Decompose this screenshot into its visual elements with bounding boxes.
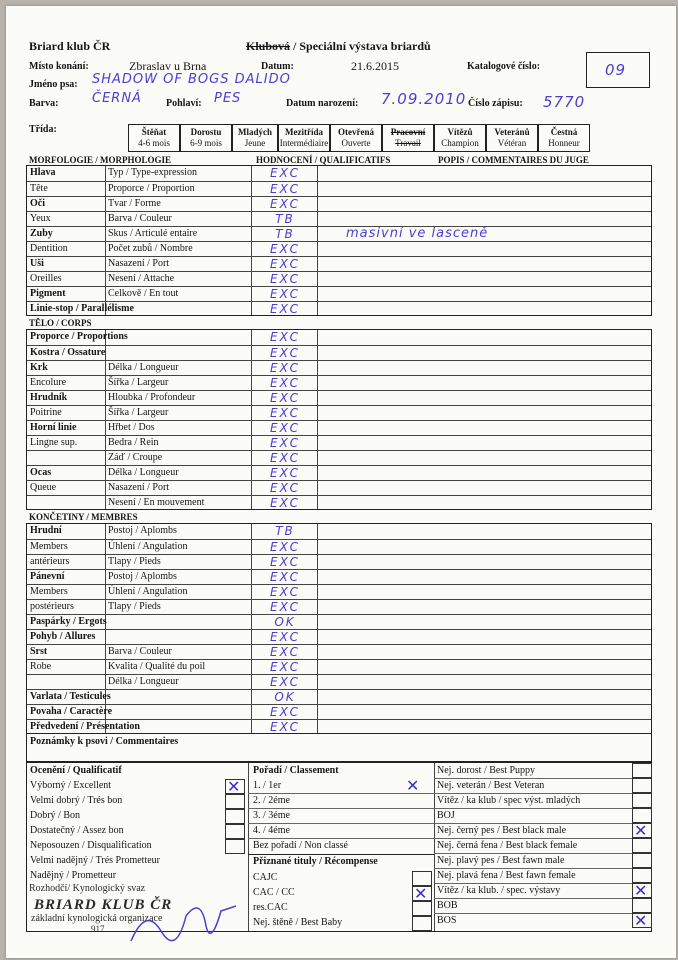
qual-checkbox[interactable]	[225, 839, 245, 854]
row-criterion: Postoj / Aplombs	[108, 571, 177, 582]
row-grade: EXC	[270, 660, 300, 674]
row-label: Hrudní	[30, 525, 62, 536]
judge-comment: masivní ve lasceně	[346, 226, 489, 241]
row-label: Pohyb / Allures	[30, 631, 96, 642]
row-criterion: Nesení / Attache	[108, 273, 175, 284]
birth-value: 7.09.2010	[381, 90, 467, 108]
dog-name: SHADOW OF BOGS DALIDO	[92, 72, 291, 87]
class-name: Čestná	[550, 127, 578, 137]
colour-label: Barva:	[29, 98, 59, 109]
row-criterion: Počet zubů / Nombre	[108, 243, 193, 254]
placing-heading: Pořadí / Classement	[253, 765, 339, 776]
best-checkbox[interactable]	[632, 793, 652, 808]
birth-label: Datum narození:	[286, 98, 359, 109]
best-mark: ✕	[634, 821, 648, 840]
best-item: Nej. plavý pes / Best fawn male	[437, 855, 565, 866]
qual-item: Dobrý / Bon	[30, 810, 80, 821]
class-option-4[interactable]	[330, 124, 382, 152]
catalog-number: 09	[605, 61, 627, 79]
best-item: Nej. plavá fena / Best fawn female	[437, 870, 576, 881]
row-criterion: Tlapy / Pieds	[108, 601, 161, 612]
row-label: Robe	[30, 661, 52, 672]
placing-item: 1. / 1er	[253, 780, 282, 791]
row-label: Krk	[30, 362, 48, 373]
best-mark: ✕	[634, 911, 648, 930]
title-item: res.CAC	[253, 902, 288, 913]
title-item: Nej. štěně / Best Baby	[253, 917, 343, 928]
row-label: Yeux	[30, 213, 51, 224]
catalog-box	[586, 52, 650, 88]
best-item: Nej. černá fena / Best black female	[437, 840, 578, 851]
qualif-heading: HODNOCENÍ / QUALIFICATIFS	[256, 155, 391, 165]
qual-checkbox[interactable]	[225, 824, 245, 839]
class-name: Otevřená	[338, 127, 374, 137]
catalog-label: Katalogové číslo:	[467, 61, 541, 72]
row-criterion: Délka / Longueur	[108, 676, 179, 687]
class-name: Veteránů	[494, 127, 530, 137]
row-criterion: Proporce / Proportion	[108, 183, 195, 194]
table-row	[27, 301, 651, 316]
body-table	[26, 329, 652, 510]
row-label: Pigment	[30, 288, 66, 299]
row-label: Oči	[30, 198, 45, 209]
notes-box	[26, 733, 652, 762]
title-item: CAJC	[253, 872, 278, 883]
row-criterion: Celkově / En tout	[108, 288, 179, 299]
class-range: Jeune	[244, 138, 266, 148]
table-row	[27, 524, 651, 539]
limbs-table	[26, 523, 652, 734]
class-option-3[interactable]	[278, 124, 330, 152]
row-criterion: Tlapy / Pieds	[108, 556, 161, 567]
row-criterion: Tvar / Forme	[108, 198, 161, 209]
row-criterion: Šířka / Largeur	[108, 377, 169, 388]
table-row	[27, 196, 651, 211]
row-grade: EXC	[270, 600, 300, 614]
table-row	[27, 420, 651, 435]
row-criterion: Úhlení / Angulation	[108, 586, 188, 597]
row-label: Hlava	[30, 167, 56, 178]
class-option-1[interactable]	[180, 124, 232, 152]
row-criterion: Postoj / Aplombs	[108, 525, 177, 536]
sex-label: Pohlaví:	[166, 98, 202, 109]
row-grade: EXC	[270, 481, 300, 495]
stamp-number: 917	[91, 924, 105, 934]
table-row	[27, 375, 651, 390]
class-range: Travail	[395, 138, 421, 148]
best-item: Vítěz / ka klub. / spec. výstavy	[437, 885, 561, 896]
row-label: Kostra / Ossature	[30, 347, 106, 358]
best-item: BOS	[437, 915, 457, 926]
row-label: Lingne sup.	[30, 437, 78, 448]
class-name: Vítězů	[447, 127, 473, 137]
row-criterion: Záď / Croupe	[108, 452, 163, 463]
row-grade: EXC	[270, 272, 300, 286]
row-grade: TB	[275, 227, 295, 241]
row-grade: TB	[275, 212, 295, 226]
table-row	[27, 584, 651, 599]
class-name: Dorostu	[190, 127, 222, 137]
dog-name-label: Jméno psa:	[29, 79, 78, 90]
best-checkbox[interactable]	[632, 763, 652, 778]
titles-heading: Přiznané tituly / Récompense	[253, 856, 378, 867]
date-value: 21.6.2015	[351, 59, 399, 73]
row-grade: EXC	[270, 376, 300, 390]
row-label: Varlata / Testicules	[30, 691, 111, 702]
table-row	[27, 465, 651, 480]
row-label: Members	[30, 586, 68, 597]
row-grade: EXC	[270, 675, 300, 689]
best-item: Nej. veterán / Best Veteran	[437, 780, 545, 791]
row-grade: EXC	[270, 570, 300, 584]
class-name: Pracovní	[390, 127, 426, 137]
table-row	[27, 345, 651, 360]
class-range: Ouverte	[341, 138, 371, 148]
best-item: Nej. dorost / Best Puppy	[437, 765, 536, 776]
best-item: Vítěz / ka klub / spec výst. mladých	[437, 795, 581, 806]
sheet-title: Klubová / Speciální výstava briardů	[246, 39, 431, 53]
row-grade: EXC	[270, 242, 300, 256]
table-row	[27, 614, 651, 629]
best-mark: ✕	[634, 881, 648, 900]
cac-mark: ✕	[414, 884, 428, 903]
best-item: Nej. černý pes / Best black male	[437, 825, 567, 836]
table-row	[27, 704, 651, 719]
row-grade: EXC	[270, 257, 300, 271]
row-grade: EXC	[270, 436, 300, 450]
place-value: Zbraslav u Brna	[129, 59, 207, 73]
judge-signature	[126, 886, 246, 956]
row-grade: EXC	[270, 302, 300, 316]
row-criterion: Hřbet / Dos	[108, 422, 155, 433]
row-criterion: Nesení / En mouvement	[108, 497, 205, 508]
table-row	[27, 330, 651, 345]
best-checkbox[interactable]	[632, 853, 652, 868]
row-grade: EXC	[270, 166, 300, 180]
qual-item: Dostatečný / Assez bon	[30, 825, 124, 836]
qual-item: Neposouzen / Disqualification	[30, 840, 152, 851]
morph-heading: MORFOLOGIE / MORPHOLOGIE	[29, 155, 172, 165]
class-range: Honneur	[548, 138, 580, 148]
class-option-6[interactable]	[434, 124, 486, 152]
qual-item: Výborný / Excellent	[30, 780, 112, 791]
qual-excellent-mark: ✕	[227, 777, 241, 796]
title-item: CAC / CC	[253, 887, 295, 898]
row-criterion: Barva / Couleur	[108, 646, 172, 657]
notes-label: Poznámky k psovi / Commentaires	[30, 736, 179, 747]
row-grade: EXC	[270, 182, 300, 196]
row-grade: EXC	[270, 197, 300, 211]
row-label: Paspárky / Ergots	[30, 616, 107, 627]
stamp-club: BRIARD KLUB ČR	[34, 897, 173, 913]
placing-item: Bez pořadí / Non classé	[253, 840, 348, 851]
comments-heading: POPIS / COMMENTAIRES DU JUGE	[438, 155, 589, 165]
row-label: antérieurs	[30, 556, 70, 567]
qual-checkbox[interactable]	[225, 809, 245, 824]
row-label: Předvedení / Présentation	[30, 721, 140, 732]
row-grade: EXC	[270, 346, 300, 360]
row-grade: EXC	[270, 705, 300, 719]
place-label: Místo konání:	[29, 61, 89, 72]
row-criterion: Délka / Longueur	[108, 467, 179, 478]
table-row	[27, 719, 651, 734]
row-grade: EXC	[270, 585, 300, 599]
class-option-0[interactable]	[128, 124, 180, 152]
row-label: postérieurs	[30, 601, 74, 612]
row-label: Proporce / Proportions	[30, 331, 128, 342]
row-label: Uši	[30, 258, 44, 269]
reg-label: Číslo zápisu:	[468, 98, 523, 109]
table-row	[27, 435, 651, 450]
row-grade: EXC	[270, 361, 300, 375]
table-row	[27, 629, 651, 644]
class-option-2[interactable]	[232, 124, 278, 152]
morphology-table	[26, 165, 652, 316]
title-checkbox[interactable]	[412, 916, 432, 931]
row-criterion: Nasazení / Port	[108, 482, 170, 493]
best-item: BOJ	[437, 810, 455, 821]
row-grade: EXC	[270, 451, 300, 465]
stamp-line1: Rozhodčí/ Kynologický svaz	[29, 883, 146, 894]
row-criterion: Úhlení / Angulation	[108, 541, 188, 552]
qual-item: Velmi dobrý / Trés bon	[30, 795, 123, 806]
row-grade: EXC	[270, 406, 300, 420]
club-name: Briard klub ČR	[29, 39, 111, 53]
class-name: Mladých	[237, 127, 272, 137]
table-row	[27, 554, 651, 569]
row-criterion: Šířka / Largeur	[108, 407, 169, 418]
row-label: Linie-stop / Parallélisme	[30, 303, 134, 314]
row-grade: OK	[274, 615, 296, 629]
class-name: Mezitřída	[285, 127, 323, 137]
row-grade: EXC	[270, 330, 300, 344]
row-criterion: Typ / Type-expression	[108, 167, 197, 178]
class-range: 6-9 mois	[190, 138, 222, 148]
class-option-5[interactable]	[382, 124, 434, 152]
table-row	[27, 166, 651, 181]
row-criterion: Nasazení / Port	[108, 258, 170, 269]
row-grade: EXC	[270, 555, 300, 569]
table-row	[27, 689, 651, 704]
table-row	[27, 286, 651, 301]
row-grade: EXC	[270, 630, 300, 644]
body-heading: TĚLO / CORPS	[29, 318, 92, 328]
class-name: Štěňat	[141, 127, 167, 137]
row-label: Horní linie	[30, 422, 77, 433]
veteran-mark: ✕	[406, 776, 420, 795]
table-row	[27, 644, 651, 659]
row-label: Members	[30, 541, 68, 552]
row-label: Tête	[30, 183, 48, 194]
class-option-8[interactable]	[538, 124, 590, 152]
row-criterion: Hloubka / Profondeur	[108, 392, 196, 403]
table-row	[27, 450, 651, 465]
row-grade: EXC	[270, 391, 300, 405]
row-grade: TB	[275, 524, 295, 538]
table-row	[27, 226, 651, 241]
table-row	[27, 271, 651, 286]
reg-value: 5770	[543, 93, 586, 111]
row-label: Encolure	[30, 377, 67, 388]
row-criterion: Délka / Longueur	[108, 362, 179, 373]
class-range: Intermédiaire	[279, 138, 329, 148]
class-option-7[interactable]	[486, 124, 538, 152]
table-row	[27, 181, 651, 196]
table-row	[27, 674, 651, 689]
class-label: Třída:	[29, 124, 57, 135]
table-row	[27, 241, 651, 256]
row-label: Hrudník	[30, 392, 68, 403]
row-label: Ocas	[30, 467, 52, 478]
table-row	[27, 256, 651, 271]
best-item: BOB	[437, 900, 458, 911]
title-checkbox[interactable]	[412, 901, 432, 916]
row-grade: EXC	[270, 466, 300, 480]
row-grade: EXC	[270, 421, 300, 435]
colour-value: ČERNÁ	[92, 91, 142, 106]
judging-sheet	[6, 6, 676, 958]
qual-checkbox[interactable]	[225, 794, 245, 809]
table-row	[27, 495, 651, 510]
table-row	[27, 480, 651, 495]
class-range: Vétéran	[497, 138, 527, 148]
qual-item: Nadějný / Prometteur	[30, 870, 117, 881]
stamp-line3: základní kynologická organizace	[31, 913, 163, 924]
row-label: Poitrine	[30, 407, 62, 418]
class-range: 4-6 mois	[138, 138, 170, 148]
best-checkbox[interactable]	[632, 838, 652, 853]
table-row	[27, 390, 651, 405]
row-label: Oreilles	[30, 273, 62, 284]
row-label: Pánevní	[30, 571, 65, 582]
table-row	[27, 659, 651, 674]
placing-item: 4. / 4éme	[253, 825, 290, 836]
table-row	[27, 569, 651, 584]
limbs-heading: KONČETINY / MEMBRES	[29, 512, 138, 522]
row-criterion: Bedra / Rein	[108, 437, 159, 448]
sex-value: PES	[214, 91, 242, 106]
best-checkbox[interactable]	[632, 778, 652, 793]
table-row	[27, 211, 651, 226]
row-grade: OK	[274, 690, 296, 704]
qual-heading: Ocenění / Qualificatif	[30, 765, 122, 776]
row-criterion: Barva / Couleur	[108, 213, 172, 224]
placing-item: 3. / 3éme	[253, 810, 290, 821]
row-label: Povaha / Caractère	[30, 706, 113, 717]
table-row	[27, 599, 651, 614]
qual-item: Velmi nadějný / Trés Prometteur	[30, 855, 160, 866]
row-grade: EXC	[270, 645, 300, 659]
row-grade: EXC	[270, 287, 300, 301]
table-row	[27, 539, 651, 554]
row-criterion: Kvalita / Qualité du poil	[108, 661, 206, 672]
row-grade: EXC	[270, 496, 300, 510]
placing-item: 2. / 2éme	[253, 795, 290, 806]
row-grade: EXC	[270, 720, 300, 734]
row-label: Dentition	[30, 243, 68, 254]
row-label: Srst	[30, 646, 48, 657]
table-row	[27, 360, 651, 375]
class-range: Champion	[441, 138, 479, 148]
table-row	[27, 405, 651, 420]
row-label: Queue	[30, 482, 57, 493]
row-grade: EXC	[270, 540, 300, 554]
row-criterion: Skus / Articulé entaire	[108, 228, 198, 239]
row-label: Zuby	[30, 228, 53, 239]
date-label: Datum:	[261, 61, 294, 72]
